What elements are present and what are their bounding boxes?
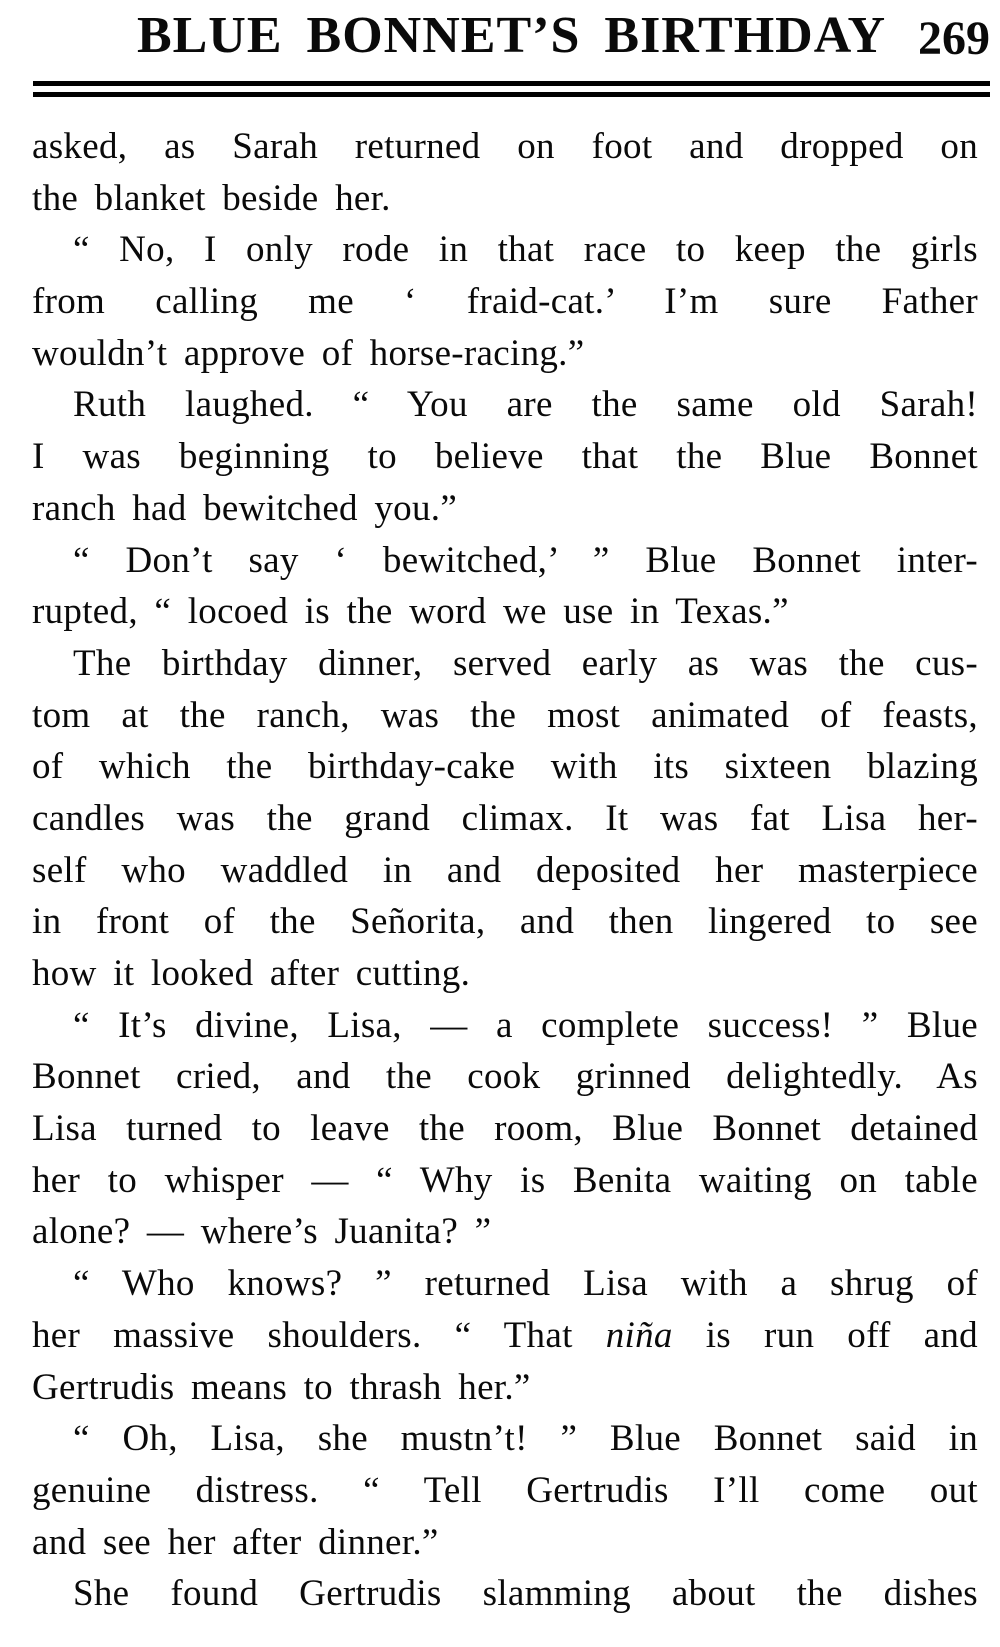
text-line: “ It’s divine, Lisa, — a complete success! ” Blue: [73, 1004, 978, 1046]
italic-word: niña: [605, 1314, 673, 1356]
text-line: tom at the ranch, was the most animated of feasts,: [32, 694, 978, 736]
text-line: rupted, “ locoed is the word we use in Texas.”: [32, 591, 789, 633]
header-double-rule: [33, 81, 990, 97]
text-segment: her massive shoulders. “ That: [32, 1314, 573, 1356]
text-line: “ Don’t say ‘ bewitched,’ ” Blue Bonnet inter-: [73, 539, 978, 581]
text-line: of which the birthday-cake with its sixteen blazing: [32, 746, 978, 788]
text-line: genuine distress. “ Tell Gertrudis I’ll come out: [32, 1469, 978, 1511]
text-line: The birthday dinner, served early as was the cus-: [73, 642, 978, 684]
text-line: I was beginning to believe that the Blue Bonnet: [32, 436, 978, 478]
text-line: [32, 1310, 978, 1362]
page-number: 269: [918, 12, 990, 65]
text-line: from calling me ‘ fraid-cat.’ I’m sure Father: [32, 281, 978, 323]
text-line: her to whisper — “ Why is Benita waiting on table: [32, 1159, 978, 1201]
text-line: “ Who knows? ” returned Lisa with a shrug of: [73, 1263, 978, 1305]
text-line: the blanket beside her.: [32, 177, 391, 219]
text-line: Bonnet cried, and the cook grinned delightedly. As: [32, 1056, 978, 1098]
text-line: She found Gertrudis slamming about the dishes: [73, 1573, 978, 1615]
text-line: Ruth laughed. “ You are the same old Sarah!: [73, 384, 978, 426]
text-line: how it looked after cutting.: [32, 953, 471, 994]
text-line: in front of the Señorita, and then lingered to see: [32, 901, 978, 943]
text-line: “ Oh, Lisa, she mustn’t! ” Blue Bonnet said in: [73, 1418, 978, 1460]
page-header: [33, 8, 990, 72]
text-line: ranch had bewitched you.”: [32, 487, 458, 529]
text-segment: is run off and: [705, 1314, 978, 1356]
running-title: BLUE BONNET’S BIRTHDAY: [136, 7, 887, 64]
text-line: self who waddled in and deposited her masterpiece: [32, 849, 978, 891]
text-line: candles was the grand climax. It was fat Lisa her-: [32, 797, 978, 839]
body-text: [32, 121, 978, 1620]
text-line: alone? — where’s Juanita? ”: [32, 1211, 492, 1253]
text-line: “ No, I only rode in that race to keep the girls: [73, 229, 978, 271]
text-line: and see her after dinner.”: [32, 1521, 439, 1563]
text-line: Lisa turned to leave the room, Blue Bonnet detained: [32, 1108, 978, 1150]
text-line: Gertrudis means to thrash her.”: [32, 1366, 531, 1408]
text-line: wouldn’t approve of horse-racing.”: [32, 332, 585, 374]
text-line: asked, as Sarah returned on foot and dropped on: [32, 126, 978, 167]
